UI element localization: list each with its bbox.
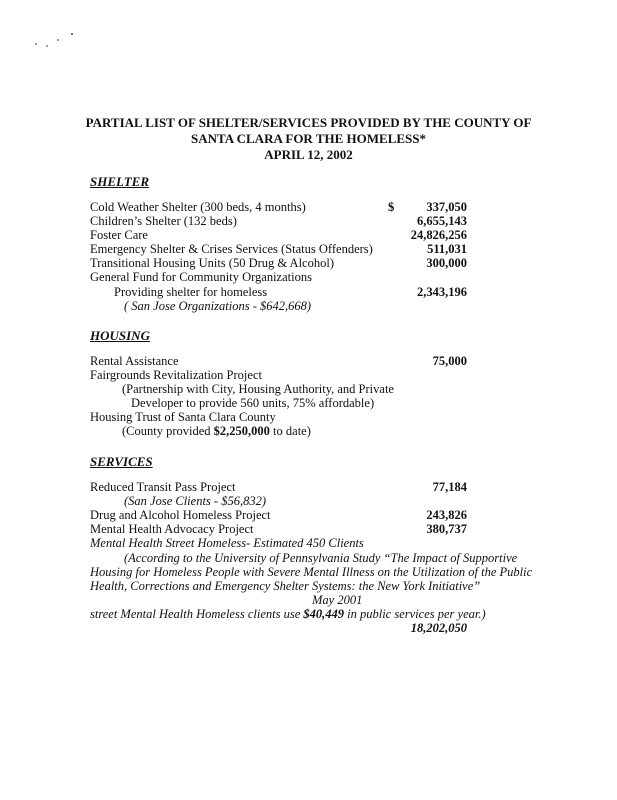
section-heading-shelter: SHELTER bbox=[90, 174, 150, 189]
scan-specks bbox=[30, 28, 90, 68]
services-row-label: Mental Health Street Homeless- Estimated 450 Clients bbox=[90, 536, 364, 550]
bold-amount: $40,449 bbox=[303, 607, 345, 621]
study-citation-line bbox=[90, 607, 486, 622]
services-row-amount: 380,737 bbox=[426, 522, 467, 536]
bold-amount: $2,250,000 bbox=[213, 424, 270, 438]
housing-row-label bbox=[122, 424, 311, 439]
services-row-label: Reduced Transit Pass Project bbox=[90, 480, 236, 494]
housing-row-label: Housing Trust of Santa Clara County bbox=[90, 410, 276, 424]
study-citation-line: (According to the University of Pennsylvania Study “The Impact of Supportive bbox=[124, 551, 518, 565]
text-fragment: to date) bbox=[269, 424, 311, 438]
shelter-row-amount: 300,000 bbox=[426, 256, 467, 270]
text-fragment: in public services per year.) bbox=[344, 607, 486, 621]
shelter-row-amount: 511,031 bbox=[427, 242, 467, 256]
currency-symbol: $ bbox=[388, 200, 395, 214]
housing-row-label: Fairgrounds Revitalization Project bbox=[90, 368, 262, 382]
document-date: APRIL 12, 2002 bbox=[264, 147, 353, 162]
shelter-row-amount: 337,050 bbox=[426, 200, 467, 214]
housing-row-label: (Partnership with City, Housing Authority, and Private bbox=[122, 382, 394, 396]
housing-row-amount: 75,000 bbox=[432, 354, 467, 368]
shelter-row-label: Cold Weather Shelter (300 beds, 4 months) bbox=[90, 200, 306, 214]
shelter-row-amount: 24,826,256 bbox=[410, 228, 467, 242]
services-row-amount: 243,826 bbox=[426, 508, 467, 522]
shelter-row-label: Providing shelter for homeless bbox=[114, 285, 268, 299]
services-row-label: Mental Health Advocacy Project bbox=[90, 522, 254, 536]
section-heading-services: SERVICES bbox=[90, 454, 153, 469]
shelter-note: ( San Jose Organizations - $642,668) bbox=[124, 299, 312, 313]
document-title-line-1: PARTIAL LIST OF SHELTER/SERVICES PROVIDED BY THE COUNTY OF bbox=[85, 115, 532, 130]
study-citation-line: Housing for Homeless People with Severe Mental Illness on the Utilization of the Public bbox=[90, 565, 533, 579]
section-heading-housing: HOUSING bbox=[90, 328, 150, 343]
shelter-row-amount: 6,655,143 bbox=[417, 214, 467, 228]
text-fragment: (County provided bbox=[122, 424, 214, 438]
shelter-row-label: General Fund for Community Organizations bbox=[90, 270, 312, 284]
text-fragment: street Mental Health Homeless clients use bbox=[90, 607, 304, 621]
services-row-label: Drug and Alcohol Homeless Project bbox=[90, 508, 271, 522]
shelter-row-label: Children’s Shelter (132 beds) bbox=[90, 214, 237, 228]
shelter-row-label: Emergency Shelter & Crises Services (Status Offenders) bbox=[90, 242, 373, 256]
housing-row-label: Developer to provide 560 units, 75% affordable) bbox=[131, 396, 375, 410]
shelter-row-label: Transitional Housing Units (50 Drug & Alcohol) bbox=[90, 256, 334, 270]
services-total-amount: 18,202,050 bbox=[410, 621, 467, 635]
study-date: May 2001 bbox=[312, 593, 363, 607]
study-citation-line: Health, Corrections and Emergency Shelter Systems: the New York Initiative” bbox=[90, 579, 481, 593]
services-note: (San Jose Clients - $56,832) bbox=[124, 494, 266, 508]
shelter-row-amount: 2,343,196 bbox=[417, 285, 467, 299]
housing-row-label: Rental Assistance bbox=[90, 354, 179, 368]
services-row-amount: 77,184 bbox=[432, 480, 467, 494]
shelter-row-label: Foster Care bbox=[90, 228, 148, 242]
document-title-line-2: SANTA CLARA FOR THE HOMELESS* bbox=[190, 131, 426, 146]
